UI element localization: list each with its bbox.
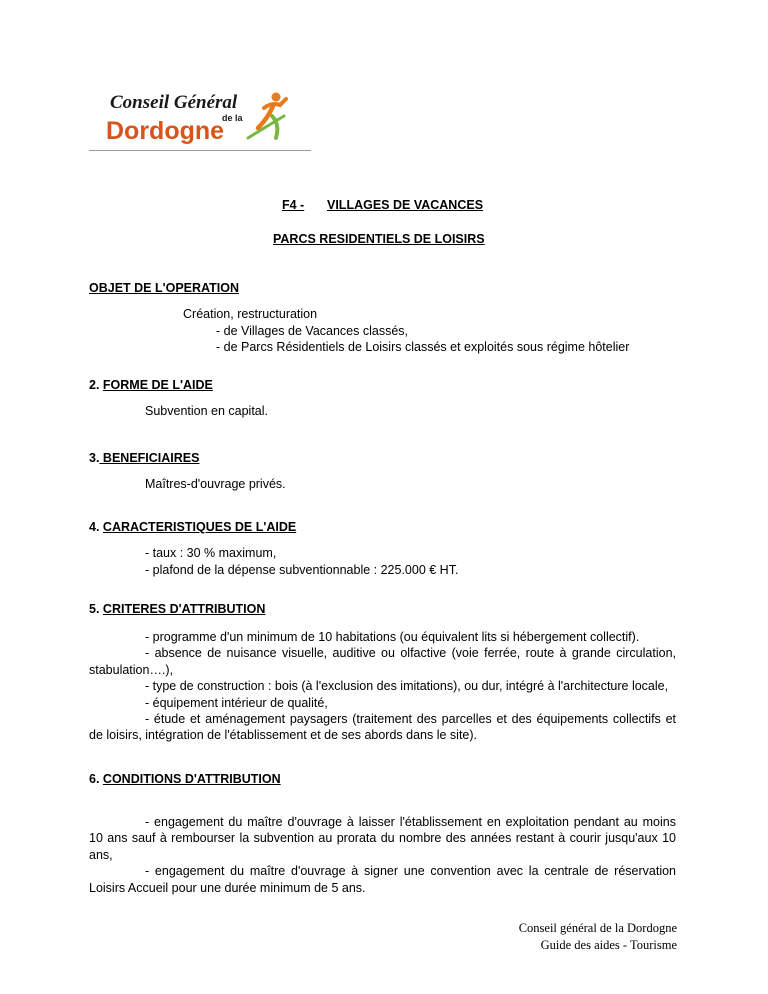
logo-line1: Conseil Général (110, 92, 238, 113)
logo-graphic (96, 88, 296, 146)
running-figure-icon (248, 93, 286, 139)
caracteristiques-item: - taux : 30 % maximum, (145, 546, 277, 560)
document-subtitle: PARCS RESIDENTIELS DE LOISIRS (273, 232, 485, 246)
caracteristiques-item: - plafond de la dépense subventionnable : 225.000 € HT. (145, 563, 459, 577)
section-forme-heading: 2. FORME DE L'AIDE (89, 378, 213, 392)
logo-divider (89, 150, 311, 151)
logo-line3: Dordogne (106, 117, 225, 145)
footer-line1: Conseil général de la Dordogne (518, 921, 677, 935)
page-footer (519, 920, 677, 954)
conditions-list (89, 814, 676, 896)
criteres-item: - absence de nuisance visuelle, auditive ou olfactive (voie ferrée, route à grande circulation, stabulation….), (89, 646, 676, 677)
objet-item: - de Villages de Vacances classés, (216, 324, 409, 338)
document-code: F4 - (282, 198, 305, 212)
beneficiaires-text: Maîtres-d'ouvrage privés. (145, 477, 286, 491)
criteres-item: - étude et aménagement paysagers (traitement des parcelles et des équipements collectifs et de loisirs, intégration de l'établissement et de ses abords dans le site). (89, 712, 676, 743)
criteres-item: - équipement intérieur de qualité, (145, 695, 328, 710)
objet-item: - de Parcs Résidentiels de Loisirs classés et exploités sous régime hôtelier (216, 340, 630, 354)
forme-text: Subvention en capital. (145, 404, 269, 418)
conditions-item: - engagement du maître d'ouvrage à laisser l'établissement en exploitation pendant au moins 10 ans sauf à rembourser la subvention au prorata du nombre des années restant à courir jusqu'aux 10 ans, (89, 815, 676, 862)
document-title-text: VILLAGES DE VACANCES (327, 198, 484, 212)
logo-line2: de la (222, 113, 243, 123)
section-beneficiaires-heading: 3. BENEFICIAIRES (89, 451, 200, 465)
section-criteres-heading: 5. CRITERES D'ATTRIBUTION (89, 602, 266, 616)
section-conditions-heading: 6. CONDITIONS D'ATTRIBUTION (89, 772, 281, 786)
section-objet-heading: OBJET DE L'OPERATION (89, 281, 239, 295)
conditions-item: - engagement du maître d'ouvrage à signer une convention avec la centrale de réservation Loisirs Accueil pour une durée minimum de 5 ans. (89, 864, 676, 895)
section-caracteristiques-heading: 4. CARACTERISTIQUES DE L'AIDE (89, 520, 297, 534)
criteres-list (89, 629, 676, 744)
conseil-general-logo (96, 88, 296, 146)
criteres-item: - programme d'un minimum de 10 habitations (ou équivalent lits si hébergement collectif). (145, 630, 640, 644)
objet-intro: Création, restructuration (183, 307, 318, 321)
footer-line2: Guide des aides - Tourisme (540, 938, 677, 952)
criteres-item: - type de construction : bois (à l'exclusion des imitations), ou dur, intégré à l'architecture locale, (145, 679, 669, 694)
